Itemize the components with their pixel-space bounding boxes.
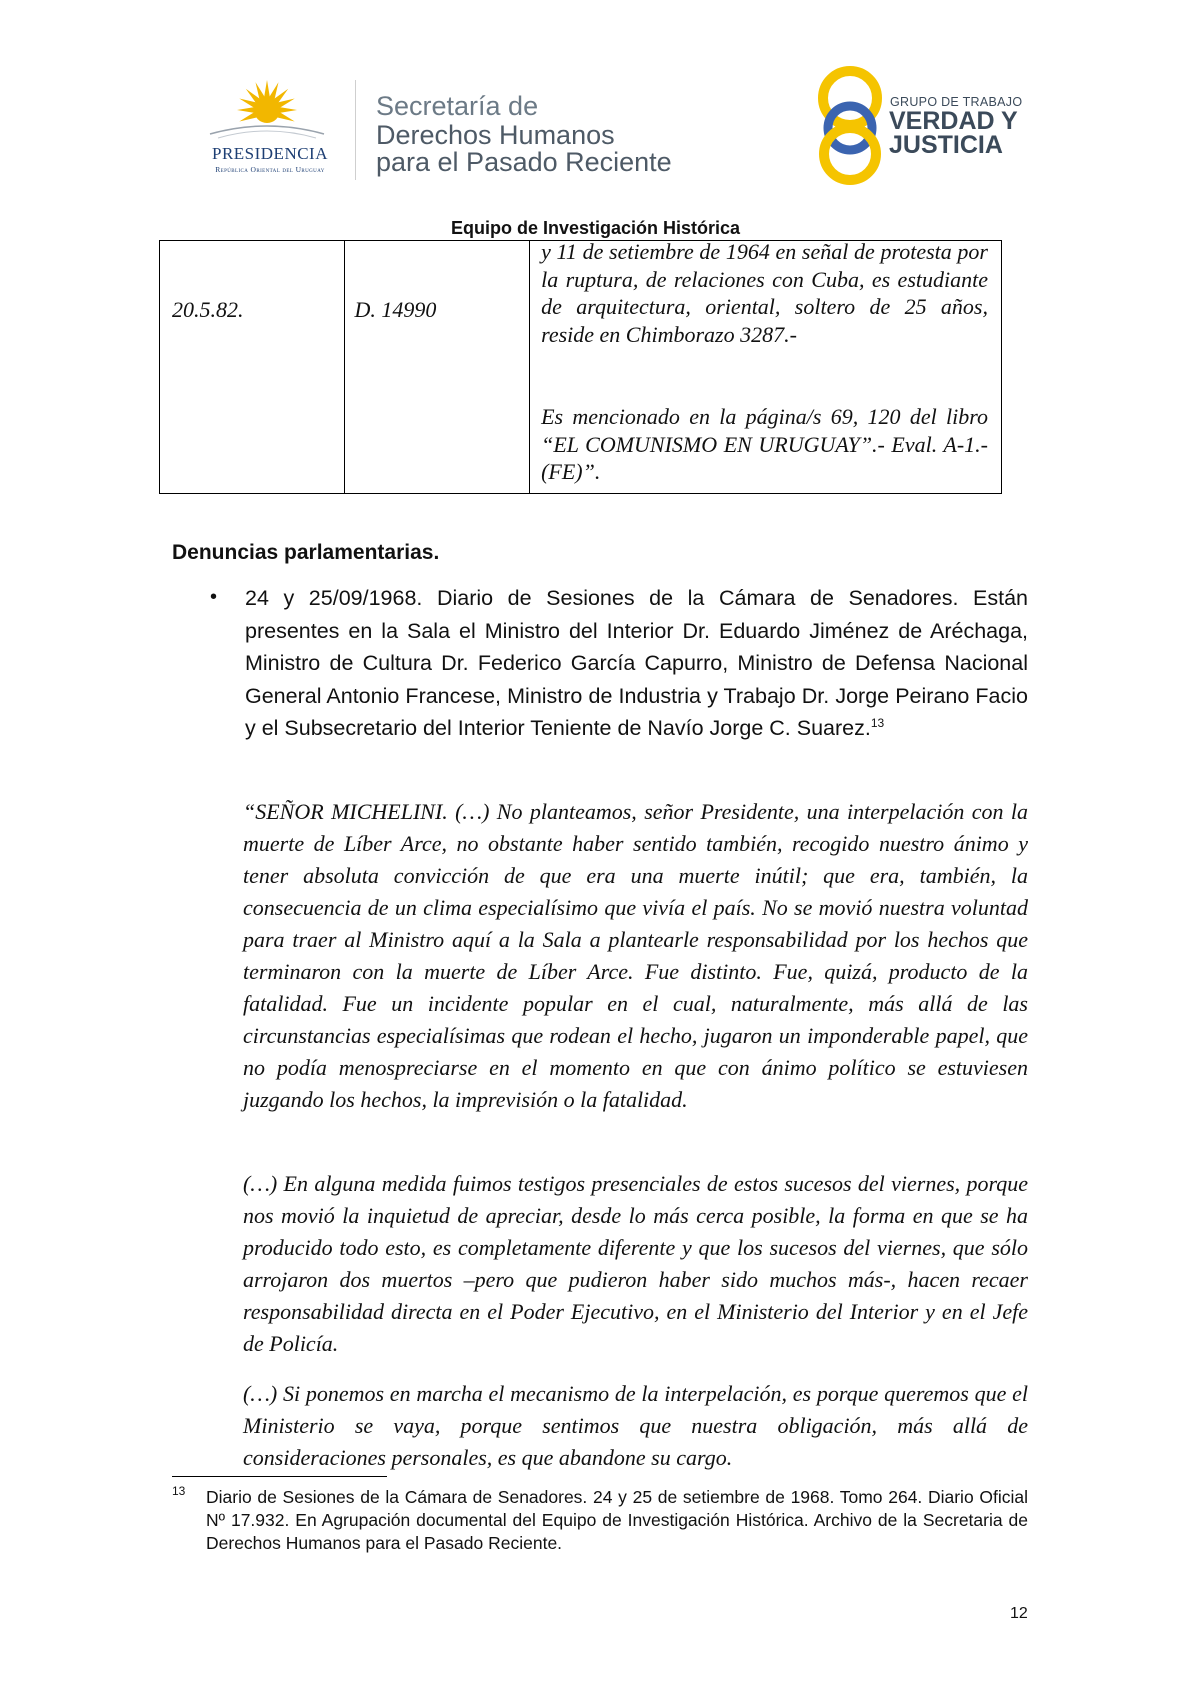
record-document: D. 14990 <box>354 297 437 322</box>
section-heading: Denuncias parlamentarias. <box>172 541 440 564</box>
record-date: 20.5.82. <box>172 297 244 322</box>
secretaria-line3: para el Pasado Reciente <box>376 147 672 177</box>
bullet-paragraph <box>245 582 1028 745</box>
document-cell <box>344 241 530 494</box>
quote-paragraph-2: (…) En alguna medida fuimos testigos presenciales de estos sucesos del viernes, porque nos movió la inquietud de apreciar, desde lo más cerca posible, la forma en que se ha producido todo esto, es completamente diferente y que los sucesos del viernes, que sólo arrojaron dos muertos –pero que pudieron haber sido muchos más-, hacen recaer responsabilidad directa en el Poder Ejecutivo, en el Ministerio del Interior y en el Jefe de Policía. <box>243 1171 1028 1356</box>
presidencia-subtitle: República Oriental del Uruguay <box>215 165 325 174</box>
bullet-text: 24 y 25/09/1968. Diario de Sesiones de la Cámara de Senadores. Están presentes en la Sala el Ministro del Interior Dr. Eduardo Jiménez de Aréchaga, Ministro de Cultura Dr. Federico García Capurro, Ministro de Defensa Nacional General Antonio Francese, Ministro de Industria y Trabajo Dr. Jorge Peirano Facio y el Subsecretario del Interior Teniente de Navío Jorge C. Suarez. <box>245 586 1028 740</box>
footnote-reference: 13 <box>870 715 885 730</box>
date-cell <box>160 241 345 494</box>
page-number: 12 <box>1010 1605 1028 1622</box>
record-table <box>159 240 1002 494</box>
description-paragraph-1: y 11 de setiembre de 1964 en señal de protesta por la ruptura, de relaciones con Cuba, es estudiante de arquitectura, oriental, soltero de 25 años, reside en Chimborazo 3287.- <box>541 239 988 347</box>
quote-paragraph-3: (…) Si ponemos en marcha el mecanismo de la interpelación, es porque queremos que el Ministerio se vaya, porque sentimos que nuestra obligación, más allá de consideraciones personales, es que abandone su cargo. <box>243 1381 1028 1470</box>
table-row <box>160 241 1002 494</box>
header-divider <box>355 80 356 180</box>
bullet-point-icon: • <box>210 586 218 608</box>
footnote-number: 13 <box>172 1484 186 1498</box>
gtvj-title-line2: JUSTICIA <box>889 131 1003 159</box>
description-cell <box>530 241 1002 494</box>
gtvj-small-label: GRUPO DE TRABAJO <box>890 95 1023 109</box>
quote-paragraph-1: “SEÑOR MICHELINI. (…) No planteamos, señor Presidente, una interpelación con la muerte de Líber Arce, no obstante haber sentido también, recogido nuestro ánimo y tener absoluta convicción de que era una muerte inútil; que era, también, la consecuencia de un clima especialísimo que vivía el país. No se movió nuestra voluntad para traer al Ministro aquí a la Sala a plantearle responsabilidad por los hechos que terminaron con la muerte de Líber Arce. Fue distinto. Fue, quizá, producto de la fatalidad. Fue un incidente popular en el cual, naturalmente, más allá de las circunstancias especialísimas que rodean el hecho, jugaron un imponderable papel, que no podía menospreciarse en el momento en que con ánimo político se estuviesen juzgando los hechos, la imprevisión o la fatalidad. <box>243 799 1028 1112</box>
description-paragraph-2: Es mencionado en la página/s 69, 120 del libro “EL COMUNISMO EN URUGUAY”.- Eval. A-1.- (FE)”. <box>541 404 988 484</box>
team-title: Equipo de Investigación Histórica <box>450 218 741 238</box>
gtvj-title-line1: VERDAD Y <box>889 107 1018 135</box>
presidencia-label: PRESIDENCIA <box>211 144 328 163</box>
secretaria-line2: Derechos Humanos <box>376 120 615 150</box>
footnote-separator <box>172 1476 387 1477</box>
footnote-text: Diario de Sesiones de la Cámara de Senadores. 24 y 25 de setiembre de 1968. Tomo 264. Diario Oficial Nº 17.932. En Agrupación documental del Equipo de Investigación Histórica. Archivo de la Secretaria de Derechos Humanos para el Pasado Reciente. <box>206 1487 1028 1553</box>
secretaria-line1: Secretaría de <box>376 91 539 121</box>
